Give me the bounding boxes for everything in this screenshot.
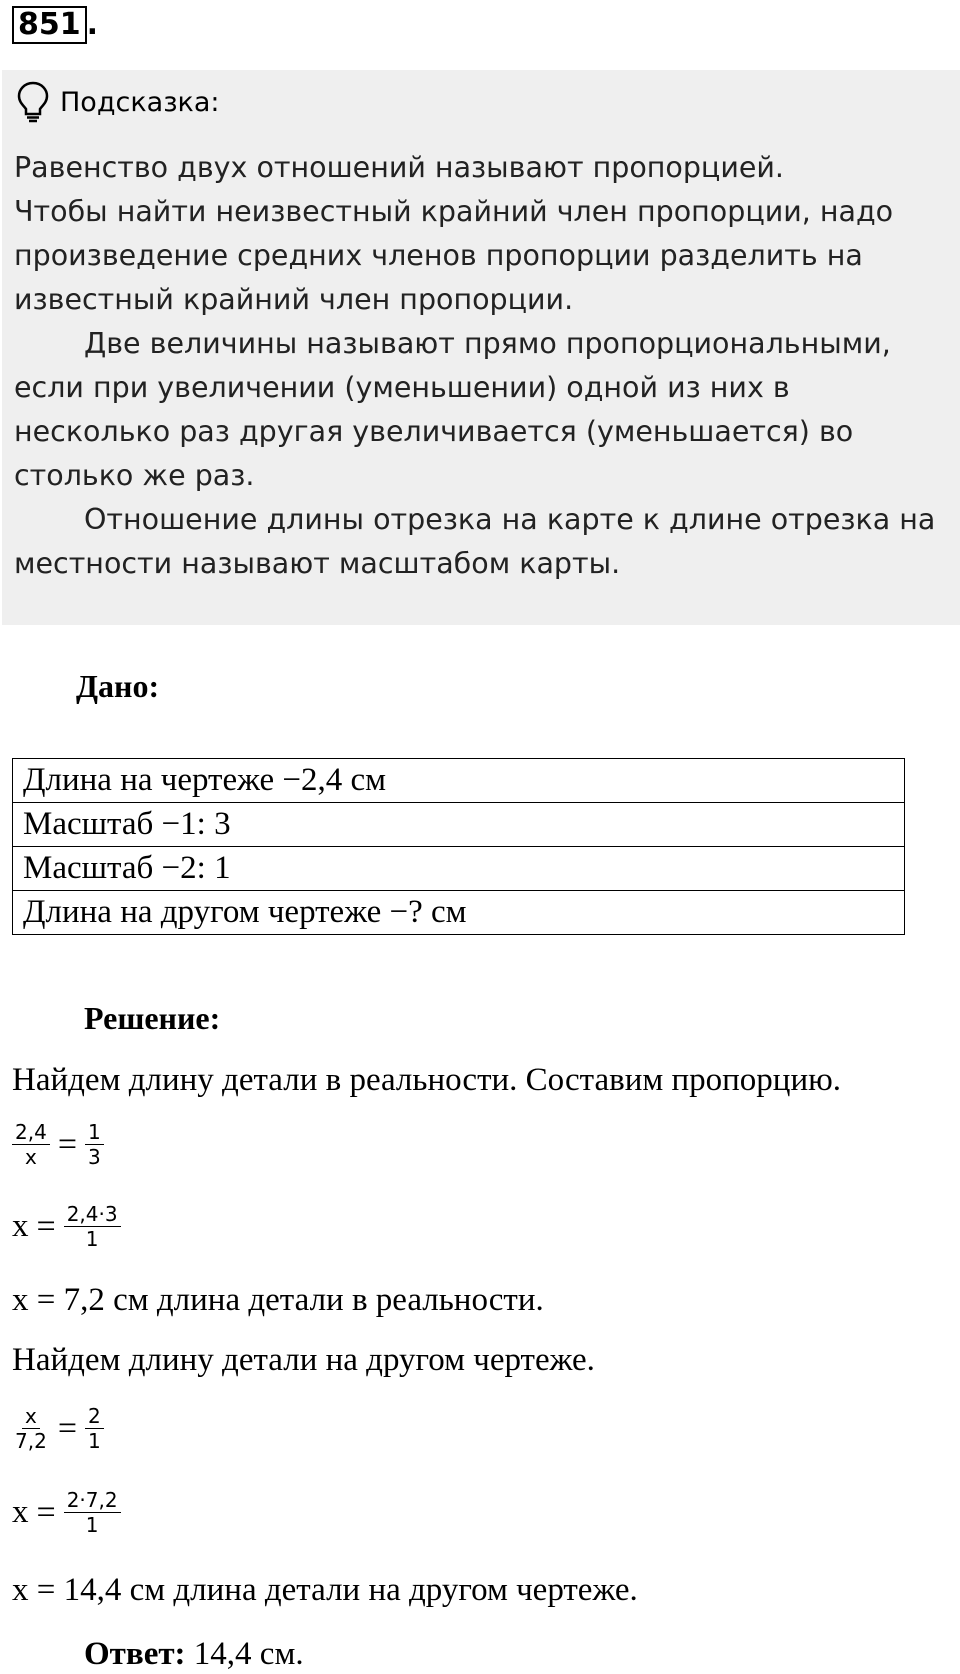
hint-paragraph: Отношение длины отрезка на карте к длине отрезка на местности называют масштабом карты.	[14, 503, 936, 580]
fraction	[85, 1120, 104, 1169]
equals-sign: =	[36, 1207, 56, 1245]
fraction-numerator: 1	[85, 1120, 104, 1145]
proportion-1	[12, 1120, 104, 1169]
solution-title: Решение:	[84, 1000, 221, 1036]
given-table	[12, 758, 905, 935]
equals-sign: =	[57, 1125, 77, 1163]
result-2: x = 14,4 см длина детали на другом чертеже.	[12, 1572, 638, 1608]
solution-intro-1: Найдем длину детали в реальности. Составим пропорцию.	[12, 1062, 842, 1098]
hint-paragraph: Чтобы найти неизвестный крайний член пропорции, надо произведение средних членов пропорции разделить на известный крайний член пропорции.	[14, 195, 894, 316]
given-cell: Длина на чертеже −2,4 см	[13, 759, 905, 803]
variable: x	[12, 1208, 29, 1244]
fraction-numerator: 2,4·3	[64, 1202, 121, 1227]
proportion-2	[12, 1404, 104, 1453]
lightbulb-icon	[16, 81, 50, 123]
fraction-denominator: 7,2	[15, 1429, 47, 1453]
fraction	[12, 1120, 50, 1169]
equals-sign: =	[57, 1409, 77, 1447]
answer	[84, 1636, 304, 1673]
hint-panel	[2, 70, 960, 625]
equation-2	[12, 1202, 121, 1251]
variable: x	[12, 1494, 29, 1530]
given-cell: Масштаб −1: 3	[13, 803, 905, 847]
fraction-numerator: 2·7,2	[64, 1488, 121, 1513]
hint-paragraph: Две величины называют прямо пропорциональными, если при увеличении (уменьшении) одной из них в несколько раз другая увеличивается (уменьшается) во столько же раз.	[14, 327, 891, 492]
equals-sign: =	[36, 1493, 56, 1531]
fraction-numerator: 2,4	[12, 1120, 50, 1145]
fraction-denominator: 1	[85, 1227, 99, 1251]
fraction	[64, 1202, 121, 1251]
given-cell: Длина на другом чертеже −? см	[13, 891, 905, 935]
result-1: x = 7,2 см длина детали в реальности.	[12, 1282, 544, 1318]
given-row	[13, 891, 905, 935]
task-number-box: 851	[12, 6, 87, 44]
fraction-denominator: 3	[88, 1145, 101, 1169]
hint-header	[16, 82, 220, 122]
fraction	[12, 1404, 50, 1453]
given-row	[13, 759, 905, 803]
hint-body	[14, 146, 949, 586]
fraction-denominator: x	[24, 1145, 37, 1169]
answer-label: Ответ:	[84, 1636, 186, 1672]
given-title: Дано:	[76, 668, 160, 704]
fraction	[64, 1488, 121, 1537]
hint-title: Подсказка:	[60, 86, 220, 118]
task-number-dot: .	[86, 7, 99, 42]
fraction-numerator: x	[22, 1404, 40, 1429]
fraction-denominator: 1	[88, 1429, 101, 1453]
task-number	[12, 6, 98, 44]
fraction-denominator: 1	[85, 1513, 99, 1537]
answer-value: 14,4 см.	[185, 1636, 304, 1672]
fraction	[85, 1404, 104, 1453]
given-cell: Масштаб −2: 1	[13, 847, 905, 891]
given-row	[13, 803, 905, 847]
fraction-numerator: 2	[85, 1404, 104, 1429]
given-row	[13, 847, 905, 891]
hint-paragraph: Равенство двух отношений называют пропорцией.	[14, 151, 784, 184]
equation-4	[12, 1488, 121, 1537]
solution-intro-2: Найдем длину детали на другом чертеже.	[12, 1342, 595, 1378]
